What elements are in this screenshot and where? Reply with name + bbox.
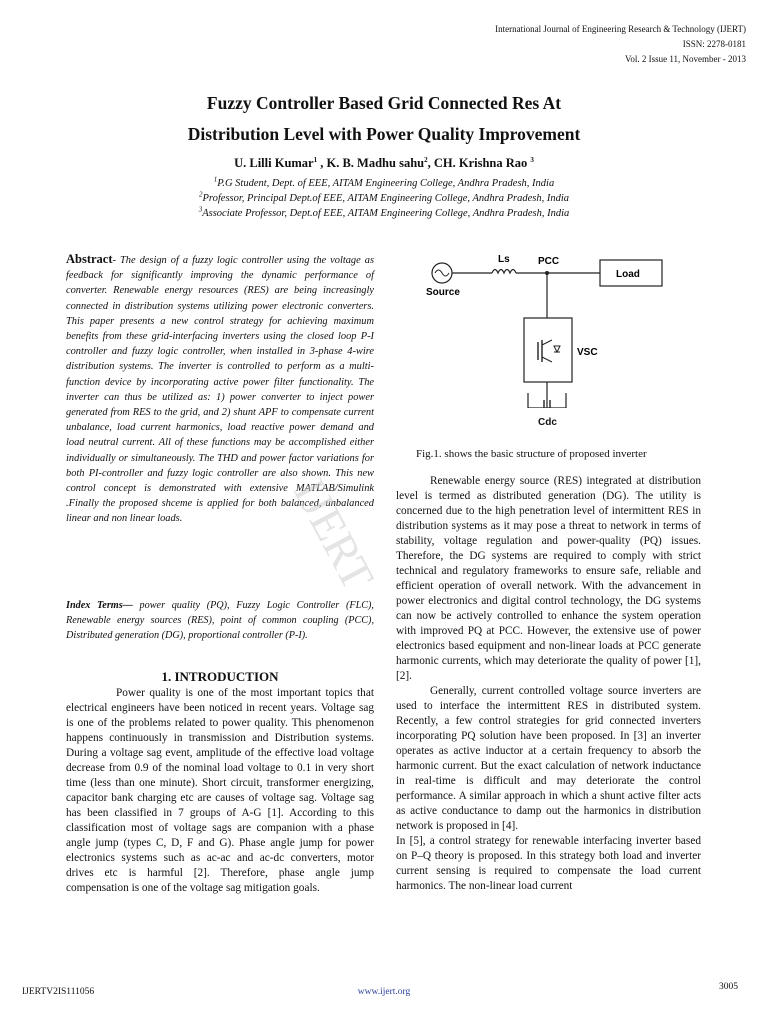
index-terms-lead: Index Terms— [66,600,133,611]
vsc-box [524,318,572,382]
title-line-1: Fuzzy Controller Based Grid Connected Res At [206,93,562,113]
title-line-2: Distribution Level with Power Quality Improvement [187,124,581,144]
affil-text: P.G Student, Dept. of EEE, AITAM Engineering College, Andhra Pradesh, India [217,178,555,189]
watermark: IJERT [284,470,385,599]
author-sup: 2 [424,155,428,164]
author-sup: 1 [313,155,318,164]
right-paragraph: Renewable energy source (RES) integrated at distribution level is termed as distributed generation (DG). The utility is concerned due to the high penetration level of intermittent RES in distribution systems as it may pose a threat to network in terms of stability, voltage regulation and power-quality (PQ) issues. Therefore, the DG systems are required to comply with strict technical and regulatory frameworks to ensure safe, reliable and efficient operation of overall network. With the advancement in power electronics and digital control technology, the DG systems can now be actively controlled to enhance the system operation with improved PQ at PCC. However, the extensive use of power electronics based equipment and non-linear loads at PCC generate harmonic currents, which may deteriorate the quality of power [1], [2]. [396,475,701,682]
pcc-label: PCC [538,256,560,267]
page-number: 3005 [719,982,738,992]
affiliation [0,190,768,204]
load-label: Load [616,269,640,280]
abstract-lead: Abstract [66,252,113,266]
introduction-body [66,686,374,896]
vsc-label: VSC [577,347,598,358]
index-terms [66,598,374,644]
sine-wave [435,270,449,276]
authors: U. Lilli Kumar$^1$ , K. B. Madhu sahu$^2$, CH. Krishna Rao $^3$ [234,155,534,170]
author-sup: 3 [530,155,534,164]
footer-url[interactable]: www.ijert.org [357,987,411,997]
inductor-ls [492,270,516,274]
affiliation [0,175,768,189]
intro-paragraph: Power quality is one of the most important topics that electrical engineers have been noticed in recent years. Voltage sag is one of the problems related to power quality. This phenomenon happens continuously in transmission and Distribution systems. During a voltage sag event, amplitude of the effective load voltage decrease from 0.9 of the nominal load voltage to 0.1 in very short time (less than one minute). Short circuit, transformer energizing, capacitor bank charging etc are causes of voltage sag. Voltage sag has been classified in 7 groups of A-G [1]. According to this classification most of voltage sags are companion with a phase angle jump (types C, D, F and G). Phase angle jump for power electronics systems such as ac-ac and ac-dc converters, motor drives etc is harmful [2]. Therefore, phase angle jump compensation is one of the voltage sag mitigation goals. [66,687,374,894]
right-paragraph: Generally, current controlled voltage source inverters are used to interface the intermittent RES in distributed system. Recently, a few control strategies for grid connected inverters incorporating PQ solution have been proposed. In [3] an inverter operates as active inductor at a certain frequency to absorb the harmonic current. But the exact calculation of network inductance in real-time is difficult and may deteriorate the control performance. A similar approach in which a shunt active filter acts as active conductance to damp out the harmonics in distribution network is proposed in [4]. [396,685,701,832]
journal-header [416,22,746,67]
affil-sup: 3 [198,205,203,214]
affiliation [0,205,768,219]
index-terms-text: power quality (PQ), Fuzzy Logic Controller (FLC), Renewable energy sources (RES), point of common coupling (PCC), Distributed generation (DG), proportional controller (P-I). [66,600,374,642]
journal-name: International Journal of Engineering Research & Technology (IJERT) [495,24,746,34]
source-label: Source [426,287,460,298]
author-name: U. Lilli Kumar [234,156,314,170]
author-name: K. B. Madhu sahu [326,156,425,170]
section-heading: 1. INTRODUCTION [161,669,279,684]
affil-text: Professor, Principal Dept.of EEE, AITAM Engineering College, Andhra Pradesh, India [202,193,569,204]
ls-label: Ls [498,254,510,265]
right-column-body [396,474,701,894]
footer-id: IJERTV2IS111056 [22,987,95,997]
right-paragraph: In [5], a control strategy for renewable interfacing inverter based on P–Q theory is proposed. In this strategy both load and inverter current sensing is required to compensate the load current harmonics. The non-linear load current [396,835,701,892]
cdc-label: Cdc [538,417,557,428]
volume-issue: Vol. 2 Issue 11, November - 2013 [625,54,746,64]
author-name: CH. Krishna Rao [433,156,528,170]
affil-sup: 1 [213,175,218,184]
affil-text: Associate Professor, Dept.of EEE, AITAM Engineering College, Andhra Pradesh, India [202,208,570,219]
abstract-text: - The design of a fuzzy logic controller using the voltage as feedback for significantly improving the dynamic performance of converter. Renewable energy resources (RES) are being increasingly connected in distribution systems utilizing power electronic converters. This paper presents a new control strategy for achieving maximum benefits from these grid-interfacing inverters using the closed loop P-I controller and fuzzy logic controller, when installed in 3-phase 4-wire distribution systems. The inverter is controlled to perform as a multi-function device by incorporating active power filter functionality. The inverter can thus be utilized as: 1) power converter to inject power generated from RES to the grid, and 2) shunt APF to compensate current unbalance, load current harmonics, load reactive power demand and load neutral current. All of these functions may be accomplished either individually or simultaneously. The THD and power factor variations for both PI-controller and fuzzy logic controller are also shown. This new control concept is demonstrated with extensive MATLAB/Simulink .Finally the proposed shceme is applied for both balanced, unbalanced linear and non linear loads. [66,255,374,525]
figure-caption: Fig.1. shows the basic structure of proposed inverter [416,448,647,460]
issn: ISSN: 2278-0181 [682,39,746,49]
affil-sup: 2 [199,190,203,199]
circuit-figure [420,248,690,408]
